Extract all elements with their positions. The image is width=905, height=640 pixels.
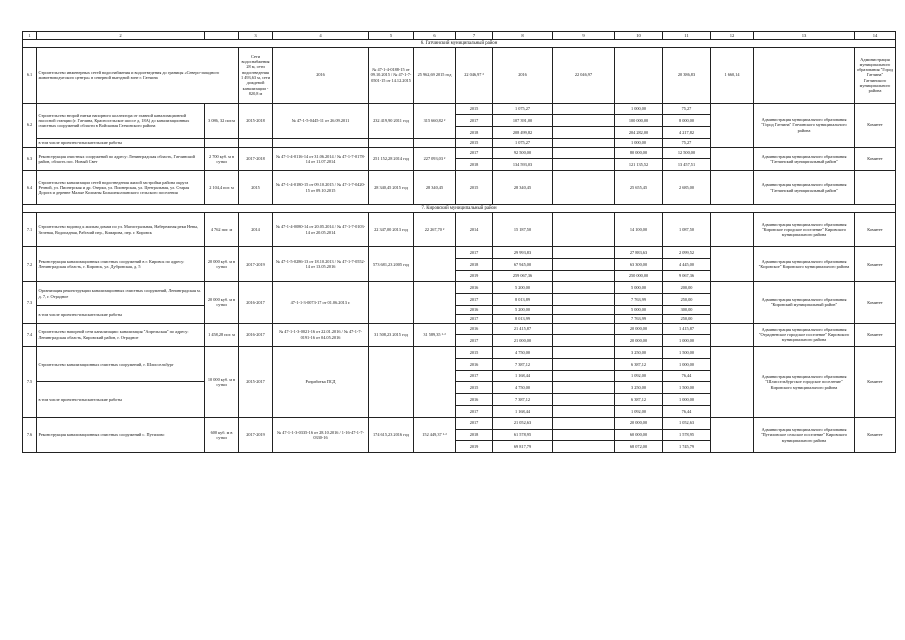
- object-name: Строительство канализации сетей водоотведения жилой застройки района округа Речной, ул. Пионерская и др. Озерки, ул. Пионерская, ул. Центральная, ул. Старая Дорога и деревне Малые Колпаны Большеколпанского сельского поселения: [37, 171, 205, 205]
- object-name: Строительство канализационных очистных сооружений, г. Шлиссельбург: [37, 347, 205, 382]
- period: 2016-2017: [239, 323, 273, 347]
- amount-oblast: 100 000,00: [615, 115, 663, 127]
- estimated-cost: 232 419,90 2011 год: [369, 103, 414, 138]
- responsible: Администрация муниципального образования "Отрадненское городское поселение" Кировского муниципального района: [754, 323, 855, 347]
- total-cost: 28 340,45: [414, 171, 456, 205]
- operator: Комитет: [855, 213, 896, 247]
- amount-municipal: 76,44: [663, 405, 711, 417]
- amount-municipal: 1 500,00: [663, 347, 711, 359]
- document-page: [22, 31, 895, 453]
- amount-empty: [553, 305, 615, 314]
- amount-municipal: 1 087,50: [663, 213, 711, 247]
- capacity: Сети водоснабжения 28 м, сети водоотведения 1 493,63 м, сети дождевой канализации - 820,8 м: [239, 47, 273, 103]
- amount-total: 4 750,00: [493, 347, 553, 359]
- col-num: 14: [855, 32, 896, 40]
- amount-oblast: 68 072,00: [615, 441, 663, 453]
- capacity: 2 104,4 пог. м: [205, 171, 239, 205]
- table-row: [23, 47, 896, 103]
- year: 2016: [456, 282, 493, 294]
- col-num: 12: [711, 32, 754, 40]
- amount-oblast: 121 135,52: [615, 159, 663, 171]
- operator: Комитет: [855, 323, 896, 347]
- operator: Комитет: [855, 282, 896, 323]
- amount-empty: [553, 171, 615, 205]
- amount-oblast: 80 000,00: [615, 147, 663, 159]
- object-name: Строительство второй нитки напорного коллектора от главной канализационной насосной станции (г. Гатчина, Красносельское шоссе д. 18А) до канализационных очистных сооружений области в Войсковая Гатчинского района: [37, 103, 205, 138]
- amount-municipal: 1 052,63: [663, 417, 711, 429]
- year: 2016: [456, 305, 493, 314]
- operator: [855, 171, 896, 205]
- amount-municipal: 300,00: [663, 305, 711, 314]
- year: 2017: [456, 417, 493, 429]
- year: 2018: [456, 429, 493, 441]
- total-cost: 227 093,03 ²: [414, 147, 456, 171]
- amount-empty: [553, 103, 615, 115]
- amount-other: [711, 247, 754, 282]
- year: 2017: [456, 370, 493, 382]
- row-number: 7.3: [23, 282, 37, 323]
- col-num: 3: [239, 32, 273, 40]
- design-work-note: в том числе проектно-изыскательские работы: [37, 138, 205, 147]
- amount-total: 8 013,89: [493, 294, 553, 306]
- amount-oblast: 20 000,00: [615, 335, 663, 347]
- expertise: 47-1-1-3-0073-17 от 01.06.2013 г.: [273, 282, 369, 323]
- amount-total: 21 052,63: [493, 417, 553, 429]
- amount-empty: [553, 394, 615, 406]
- amount-municipal: 2 685,00: [663, 171, 711, 205]
- design-work-note: в том числе проектно-изыскательские работы: [37, 382, 205, 417]
- object-name: Реконструкция очистных сооружений по адресу: Ленинградская область, Гатчинский район, область пос. Новый Свет: [37, 147, 205, 171]
- year: 2017: [456, 247, 493, 259]
- year: 2018: [456, 159, 493, 171]
- amount-oblast: 3 250,00: [615, 382, 663, 394]
- amount-empty: [553, 314, 615, 323]
- amount-empty: [553, 147, 615, 159]
- amount-total: 69 817,79: [493, 441, 553, 453]
- estimated-cost: 573 681,23 2005 год: [369, 247, 414, 282]
- operator: Комитет: [855, 417, 896, 452]
- amount-empty: [553, 294, 615, 306]
- amount-total: 259 067,36: [493, 270, 553, 282]
- expertise: № 47-1-5-0445-11 от 26.09.2011: [273, 103, 369, 138]
- year: 2019: [456, 441, 493, 453]
- year: 2019: [456, 270, 493, 282]
- amount-total: 1 075,27: [493, 138, 553, 147]
- amount-empty: [553, 127, 615, 139]
- table-row: [23, 247, 896, 259]
- amount-other: [711, 347, 754, 418]
- amount-municipal: 75,27: [663, 103, 711, 115]
- total-cost: 22 046,97 ²: [456, 47, 493, 103]
- amount-municipal: 1 000,00: [663, 358, 711, 370]
- year: 2015: [456, 347, 493, 359]
- amount-total: 7 387,12: [493, 394, 553, 406]
- object-name: Реконструкция канализационных очистных сооружений в г. Кировск по адресу: Ленинградская область, г. Кировск, ул. Дубровская, д. 5: [37, 247, 205, 282]
- col-num: 13: [754, 32, 855, 40]
- col-num: 10: [615, 32, 663, 40]
- amount-total: 67 945,00: [493, 258, 553, 270]
- amount-municipal: 1 578,95: [663, 429, 711, 441]
- amount-empty: [553, 358, 615, 370]
- year: 2017: [456, 294, 493, 306]
- amount-oblast: 204 282,00: [615, 127, 663, 139]
- table-row: [23, 323, 896, 335]
- year: 2016: [456, 323, 493, 335]
- amount-oblast: 20 386,83: [663, 47, 711, 103]
- period: 2016: [273, 47, 369, 103]
- estimated-cost: [369, 282, 414, 323]
- amount-total: 7 387,12: [493, 358, 553, 370]
- amount-other: [754, 47, 855, 103]
- capacity: 20 000 куб. м в сутки: [205, 247, 239, 282]
- amount-municipal: 1 500,00: [663, 382, 711, 394]
- section-title: 6. Гатчинский муниципальный район: [23, 39, 896, 47]
- row-number: 7.1: [23, 213, 37, 247]
- amount-empty: [553, 247, 615, 259]
- amount-oblast: 5 000,00: [615, 305, 663, 314]
- amount-empty: [553, 429, 615, 441]
- amount-empty: [553, 335, 615, 347]
- amount-empty: [553, 382, 615, 394]
- table-row: [23, 171, 896, 205]
- year: 2017: [456, 335, 493, 347]
- amount-empty: [553, 370, 615, 382]
- period: 2017-2019: [239, 417, 273, 452]
- total-cost: [414, 282, 456, 323]
- operator: Комитет: [855, 147, 896, 171]
- amount-total: 134 593,03: [493, 159, 553, 171]
- amount-empty: [553, 159, 615, 171]
- amount-empty: [553, 441, 615, 453]
- amount-municipal: 76,44: [663, 370, 711, 382]
- capacity: 2 700 куб. м в сутки: [205, 147, 239, 171]
- amount-total: 21 415,87: [493, 323, 553, 335]
- expertise: № 47-1-5-0286-13 от 18.10.2013 / № 47-1-7-0552-14 от 13.05.2016: [273, 247, 369, 282]
- table-row: [23, 147, 896, 159]
- amount-municipal: 1 000,00: [663, 335, 711, 347]
- object-name: Организация реконструкции канализационных очистных сооружений, Ленинградская м. д. 7, г. Отрадное: [37, 282, 205, 306]
- amount-oblast: 3 250,00: [615, 347, 663, 359]
- row-number: 7.6: [23, 417, 37, 452]
- capacity: 3 086, 32 пог.м: [205, 103, 239, 138]
- amount-oblast: 14 100,00: [615, 213, 663, 247]
- period: 2015: [239, 171, 273, 205]
- amount-municipal: 13 457,51: [663, 159, 711, 171]
- period: 2017-2018: [239, 147, 273, 171]
- amount-oblast: 6 387,12: [615, 394, 663, 406]
- amount-oblast: 1 000,00: [615, 103, 663, 115]
- responsible: Администрация муниципального образования "Кировское городское поселение" Кировского муниципального района: [754, 213, 855, 247]
- amount-municipal: 250,00: [663, 314, 711, 323]
- row-number: 6.2: [23, 103, 37, 147]
- table-row: [23, 213, 896, 247]
- amount-oblast: 1 092,00: [615, 370, 663, 382]
- amount-total: 29 993,83: [493, 247, 553, 259]
- amount-total: 107 391,00: [493, 115, 553, 127]
- responsible: Администрация муниципального образования "Гатчинский муниципальный район": [754, 171, 855, 205]
- estimated-cost: 28 340,45 2015 год: [369, 171, 414, 205]
- col-num: 1: [23, 32, 37, 40]
- estimated-cost: [369, 347, 414, 418]
- year: 2015: [456, 138, 493, 147]
- amount-oblast: 27 883,63: [615, 247, 663, 259]
- amount-empty: [553, 138, 615, 147]
- amount-total: 1 168,44: [493, 405, 553, 417]
- amount-oblast: 7 763,99: [615, 294, 663, 306]
- amount-total: 4 750,00: [493, 382, 553, 394]
- col-num: [205, 32, 239, 40]
- column-number-row: [23, 32, 896, 40]
- amount-oblast: 60 000,00: [615, 429, 663, 441]
- year: 2015: [456, 171, 493, 205]
- estimated-cost: 25 962,69 2015 год: [414, 47, 456, 103]
- total-cost: 315 660,82 ²: [414, 103, 456, 138]
- amount-oblast: 1 092,00: [615, 405, 663, 417]
- amount-empty: [553, 258, 615, 270]
- amount-empty: [553, 115, 615, 127]
- expertise: № 47-1-1-3-0335-16 от 28.10.2016 / 1-16-47-1-7-0330-16: [273, 417, 369, 452]
- object-name: Строительство напорной сети канализации: канализация "Апрельская" по адресу: Ленинградская область, Кировский район, г. Отрадное: [37, 323, 205, 347]
- year: 2018: [456, 258, 493, 270]
- object-name: Реконструкция канализационных очистных сооружений с. Путилово: [37, 417, 205, 452]
- capacity: 20 000 куб. м в сутки: [205, 282, 239, 323]
- table-row: [23, 347, 896, 359]
- period: 2017-2019: [239, 247, 273, 282]
- amount-total: 5 200,00: [493, 282, 553, 294]
- operator: Комитет: [855, 103, 896, 147]
- responsible: Администрация муниципального образования "Кировское" Кировского муниципального района: [754, 247, 855, 282]
- year: 2017: [456, 115, 493, 127]
- row-number: 7.5: [23, 347, 37, 418]
- row-number: 6.3: [23, 147, 37, 171]
- amount-oblast: 20 000,00: [615, 417, 663, 429]
- responsible: Администрация муниципального образования "Гатчинский муниципальный район": [754, 147, 855, 171]
- row-number: 6.1: [23, 47, 37, 103]
- amount-empty: [553, 405, 615, 417]
- amount-other: [711, 171, 754, 205]
- amount-municipal: 9 067,36: [663, 270, 711, 282]
- row-number: 7.4: [23, 323, 37, 347]
- total-cost: 152 449,37 ¹·²: [414, 417, 456, 452]
- operator: Комитет: [855, 247, 896, 282]
- expertise: № 47-1-4-0188-15 от 09.10.2015 / № 47-1-7-0501-15 от 14.12.2015: [369, 47, 414, 103]
- table-row: [23, 417, 896, 429]
- year: 2016: [493, 47, 553, 103]
- table-row: [23, 282, 896, 294]
- amount-oblast: 7 763,99: [615, 314, 663, 323]
- object-name: Строительство инженерных сетей водоснабжения и водоотведения до границы «Северо-западного животноводческого центра» в северной выездной зоне г. Гатчина: [37, 47, 239, 103]
- total-cost: [414, 247, 456, 282]
- capacity: 4 762 пог. м: [205, 213, 239, 247]
- col-num: 4: [273, 32, 369, 40]
- amount-municipal: 75,27: [663, 138, 711, 147]
- amount-total: 22 046,97: [553, 47, 615, 103]
- col-num: 7: [456, 32, 493, 40]
- expertise: № 47-1-4-0080-14 от 20.05.2014 / № 47-1-7-0103-14 от 20.05.2014: [273, 213, 369, 247]
- col-num: 11: [663, 32, 711, 40]
- expertise: № 47-1-4-0116-14 от 31.06.2014 / № 47-1-7-0178-14 от 11.07.2014: [273, 147, 369, 171]
- amount-total: 15 187,50: [493, 213, 553, 247]
- amount-other: [711, 147, 754, 171]
- amount-municipal: 250,00: [663, 294, 711, 306]
- expertise: № 47-1-1-3-0021-16 от 22.01.2016 / № 47-1-7-0191-16 от 04.05.2016: [273, 323, 369, 347]
- row-number: 6.4: [23, 171, 37, 205]
- amount-other: [711, 417, 754, 452]
- design-work-note: в том числе проектно-изыскательские работы: [37, 305, 205, 323]
- period: 2015-2018: [239, 103, 273, 138]
- amount-other: [711, 323, 754, 347]
- amount-total: 21 000,00: [493, 335, 553, 347]
- year: 2015: [456, 103, 493, 115]
- responsible: Администрация муниципального образования "Путиловское сельское поселение" Кировского муниципального района: [754, 417, 855, 452]
- object-name: Строительство водовод к жилым домам по ул. Магистральная, Набережная реки Невы, Зеленая, Водопадная, Рабочий пер., Комарова, пер. г. Кировск: [37, 213, 205, 247]
- operator: Комитет: [855, 347, 896, 418]
- amount-empty: [553, 347, 615, 359]
- col-num: 8: [493, 32, 553, 40]
- amount-oblast: 20 000,00: [615, 323, 663, 335]
- amount-total: 8 013,99: [493, 314, 553, 323]
- amount-total: 1 075,27: [493, 103, 553, 115]
- year: 2017: [456, 147, 493, 159]
- amount-empty: [553, 213, 615, 247]
- estimated-cost: 251 152,28 2014 год: [369, 147, 414, 171]
- amount-empty: [553, 270, 615, 282]
- amount-total: 5 200,00: [493, 305, 553, 314]
- amount-oblast: 6 387,12: [615, 358, 663, 370]
- expertise: № 47-1-4-0180-15 от 09.10.2015 / № 47-1-7-0420-15 от 09.10.2015: [273, 171, 369, 205]
- amount-oblast: 5 000,00: [615, 282, 663, 294]
- amount-municipal: 1 745,79: [663, 441, 711, 453]
- investment-program-table: [22, 31, 896, 453]
- section-title: 7. Кировский муниципальный район: [23, 205, 896, 213]
- responsible: Администрация муниципального образования "Кировский муниципальный район": [754, 282, 855, 323]
- amount-total: 61 578,95: [493, 429, 553, 441]
- capacity: 600 куб. м в сутки: [205, 417, 239, 452]
- amount-municipal: 4 217,82: [663, 127, 711, 139]
- amount-other: [711, 103, 754, 147]
- capacity: 10 000 куб. м в сутки: [205, 347, 239, 418]
- col-num: 6: [414, 32, 456, 40]
- amount-oblast: 63 300,00: [615, 258, 663, 270]
- responsible: Администрация муниципального образования "Город Гатчина" Гатчинского муниципального района: [855, 47, 896, 103]
- amount-empty: [553, 282, 615, 294]
- amount-empty: [553, 417, 615, 429]
- col-num: 5: [369, 32, 414, 40]
- year: 2015: [456, 382, 493, 394]
- amount-municipal: 2 099,52: [663, 247, 711, 259]
- amount-municipal: 200,00: [663, 282, 711, 294]
- period: 2014: [239, 213, 273, 247]
- amount-oblast: 1 000,00: [615, 138, 663, 147]
- amount-total: 28 340,45: [493, 171, 553, 205]
- period: 2016-2017: [239, 282, 273, 323]
- capacity: 1 458,28 пог. м: [205, 323, 239, 347]
- col-num: 9: [553, 32, 615, 40]
- year: 2014: [456, 213, 493, 247]
- estimated-cost: 31 508,23 2015 год: [369, 323, 414, 347]
- total-cost: 22 267,70 ²: [414, 213, 456, 247]
- estimated-cost: 174 615,23 2016 год: [369, 417, 414, 452]
- amount-municipal: 4 445,00: [663, 258, 711, 270]
- section-header-row: [23, 39, 896, 47]
- amount-total: 208 499,82: [493, 127, 553, 139]
- amount-oblast: 25 655,45: [615, 171, 663, 205]
- year: 2017: [456, 314, 493, 323]
- responsible: Администрация муниципального образования "Шлиссельбургское городское поселение" Кировского муниципального района: [754, 347, 855, 418]
- amount-municipal: 1 000,00: [663, 394, 711, 406]
- amount-oblast: 250 000,00: [615, 270, 663, 282]
- estimated-cost: 22 347,00 2013 год: [369, 213, 414, 247]
- year: 2018: [456, 127, 493, 139]
- amount-municipal: 12 500,00: [663, 147, 711, 159]
- amount-total: 92 500,00: [493, 147, 553, 159]
- row-number: 7.2: [23, 247, 37, 282]
- amount-municipal: 1 660,14: [711, 47, 754, 103]
- year: 2017: [456, 405, 493, 417]
- amount-municipal: 8 000,00: [663, 115, 711, 127]
- amount-municipal: 1 415,87: [663, 323, 711, 335]
- amount-other: [711, 213, 754, 247]
- total-cost: [414, 347, 456, 418]
- responsible: Администрация муниципального образования "Город Гатчина" Гатчинского муниципального района: [754, 103, 855, 147]
- period: 2015-2017: [239, 347, 273, 418]
- table-row: [23, 103, 896, 115]
- amount-other: [711, 282, 754, 323]
- amount-empty: [553, 323, 615, 335]
- year: 2016: [456, 394, 493, 406]
- amount-total: 1 168,44: [493, 370, 553, 382]
- amount-empty: [615, 47, 663, 103]
- total-cost: 31 589,35 ¹·²: [414, 323, 456, 347]
- year: 2016: [456, 358, 493, 370]
- expertise: Разработка ПСД: [273, 347, 369, 418]
- col-num: 2: [37, 32, 205, 40]
- section-header-row: [23, 205, 896, 213]
